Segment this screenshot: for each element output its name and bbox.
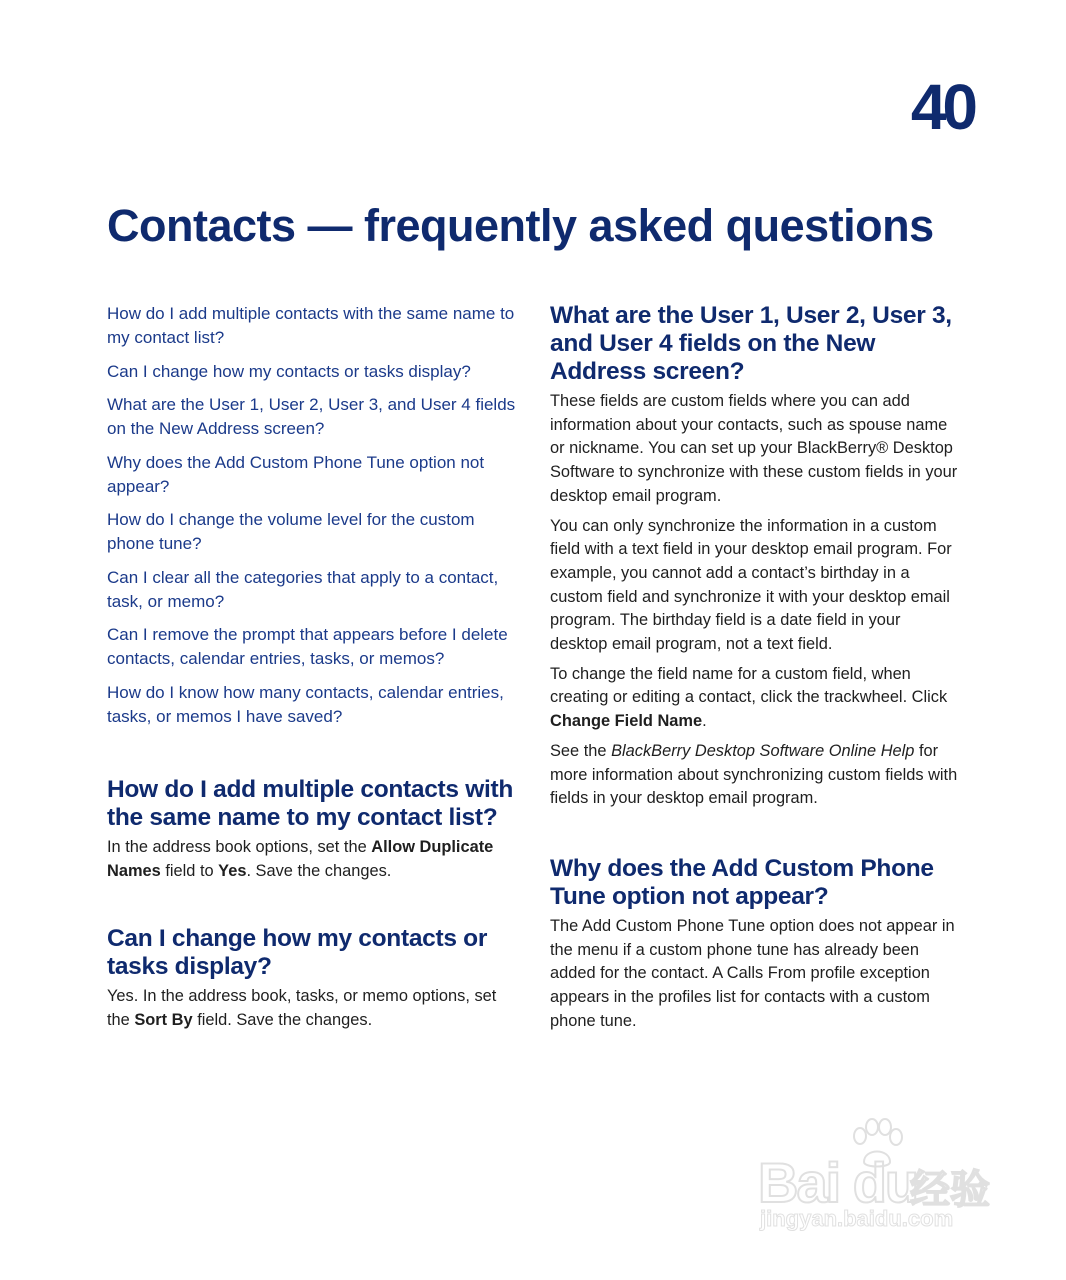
menu-item-name: Change Field Name xyxy=(550,712,703,731)
toc-link-categories[interactable]: Can I clear all the categories that apply to a contact, task, or memo? xyxy=(107,567,499,611)
text-span: Yes. In the address book, tasks, or memo options, set the xyxy=(107,987,497,1030)
toc-link-duplicates[interactable]: How do I add multiple contacts with the same name to my contact list? xyxy=(107,304,515,347)
duplicates-paragraph xyxy=(107,836,519,883)
left-column xyxy=(107,302,519,1039)
watermark-logo: Bai du xyxy=(758,1151,918,1214)
section-title-duplicates: How do I add multiple contacts with the same name to my contact list? xyxy=(107,776,514,831)
text-span: To change the field name for a custom field, when creating or editing a contact, click the trackwheel. Click xyxy=(550,664,948,707)
toc-link-display[interactable]: Can I change how my contacts or tasks display? xyxy=(107,361,471,381)
text-span: See the xyxy=(550,741,612,760)
section-duplicates xyxy=(107,776,519,883)
watermark-cn: 经验 xyxy=(910,1168,990,1212)
text-span: . xyxy=(702,712,707,731)
toc-link-volume[interactable]: How do I change the volume level for the custom phone tune? xyxy=(107,510,475,553)
chapter-number: 40 xyxy=(910,71,974,143)
user-fields-paragraph-4 xyxy=(550,740,960,811)
section-title-phone-tune: Why does the Add Custom Phone Tune option not appear? xyxy=(550,854,934,910)
text-span: field to xyxy=(160,861,219,880)
question-list xyxy=(107,302,519,729)
field-value: Yes xyxy=(218,861,247,880)
text-span: field. Save the changes. xyxy=(192,1011,373,1030)
section-phone-tune xyxy=(550,855,960,1034)
field-name: Allow Duplicate Names xyxy=(107,838,494,880)
phone-tune-paragraph: The Add Custom Phone Tune option does not appear in the menu if a custom phone tune has already been added for the contact. A Calls From profile exception appears in the profiles list for contacts with a custom phone tune. xyxy=(550,916,955,1030)
right-column xyxy=(550,302,960,1039)
user-fields-paragraph-3 xyxy=(550,663,960,734)
user-fields-paragraph-2: You can only synchronize the information in a custom field with a text field in your desktop email program. For example, you cannot add a contact’s birthday in a custom field and synchronize it with your desktop email program. The birthday field is a date field in your desktop email program, not a text field. xyxy=(550,516,952,654)
doc-reference: BlackBerry Desktop Software Online Help xyxy=(611,741,915,760)
watermark-url: jingyan.baidu.com xyxy=(760,1206,954,1231)
toc-link-delete-prompt[interactable]: Can I remove the prompt that appears before I delete contacts, calendar entries, tasks, or memos? xyxy=(107,625,508,668)
section-title-user-fields: What are the User 1, User 2, User 3, and User 4 fields on the New Address screen? xyxy=(550,302,952,385)
field-name: Sort By xyxy=(134,1011,193,1030)
section-title-display: Can I change how my contacts or tasks display? xyxy=(107,925,488,981)
toc-link-user-fields[interactable]: What are the User 1, User 2, User 3, and User 4 fields on the New Address screen? xyxy=(107,395,516,438)
section-user-fields xyxy=(550,302,960,811)
section-display xyxy=(107,925,519,1032)
toc-link-phone-tune[interactable]: Why does the Add Custom Phone Tune option not appear? xyxy=(107,452,485,496)
toc-link-count[interactable]: How do I know how many contacts, calendar entries, tasks, or memos I have saved? xyxy=(107,682,504,726)
baidu-watermark xyxy=(750,1118,1010,1238)
text-span: . Save the changes. xyxy=(246,861,392,880)
page-title: Contacts — frequently asked questions xyxy=(107,200,934,251)
user-fields-paragraph-1: These fields are custom fields where you can add information about your contacts, such as spouse name or nickname. You can set up your BlackBerry® Desktop Software to synchronize with these custom fields in your desktop email program. xyxy=(550,392,958,505)
text-span: for more information about synchronizing custom fields with fields in your desktop email program. xyxy=(550,741,958,808)
display-paragraph xyxy=(107,985,519,1032)
text-span: In the address book options, set the xyxy=(107,838,372,856)
